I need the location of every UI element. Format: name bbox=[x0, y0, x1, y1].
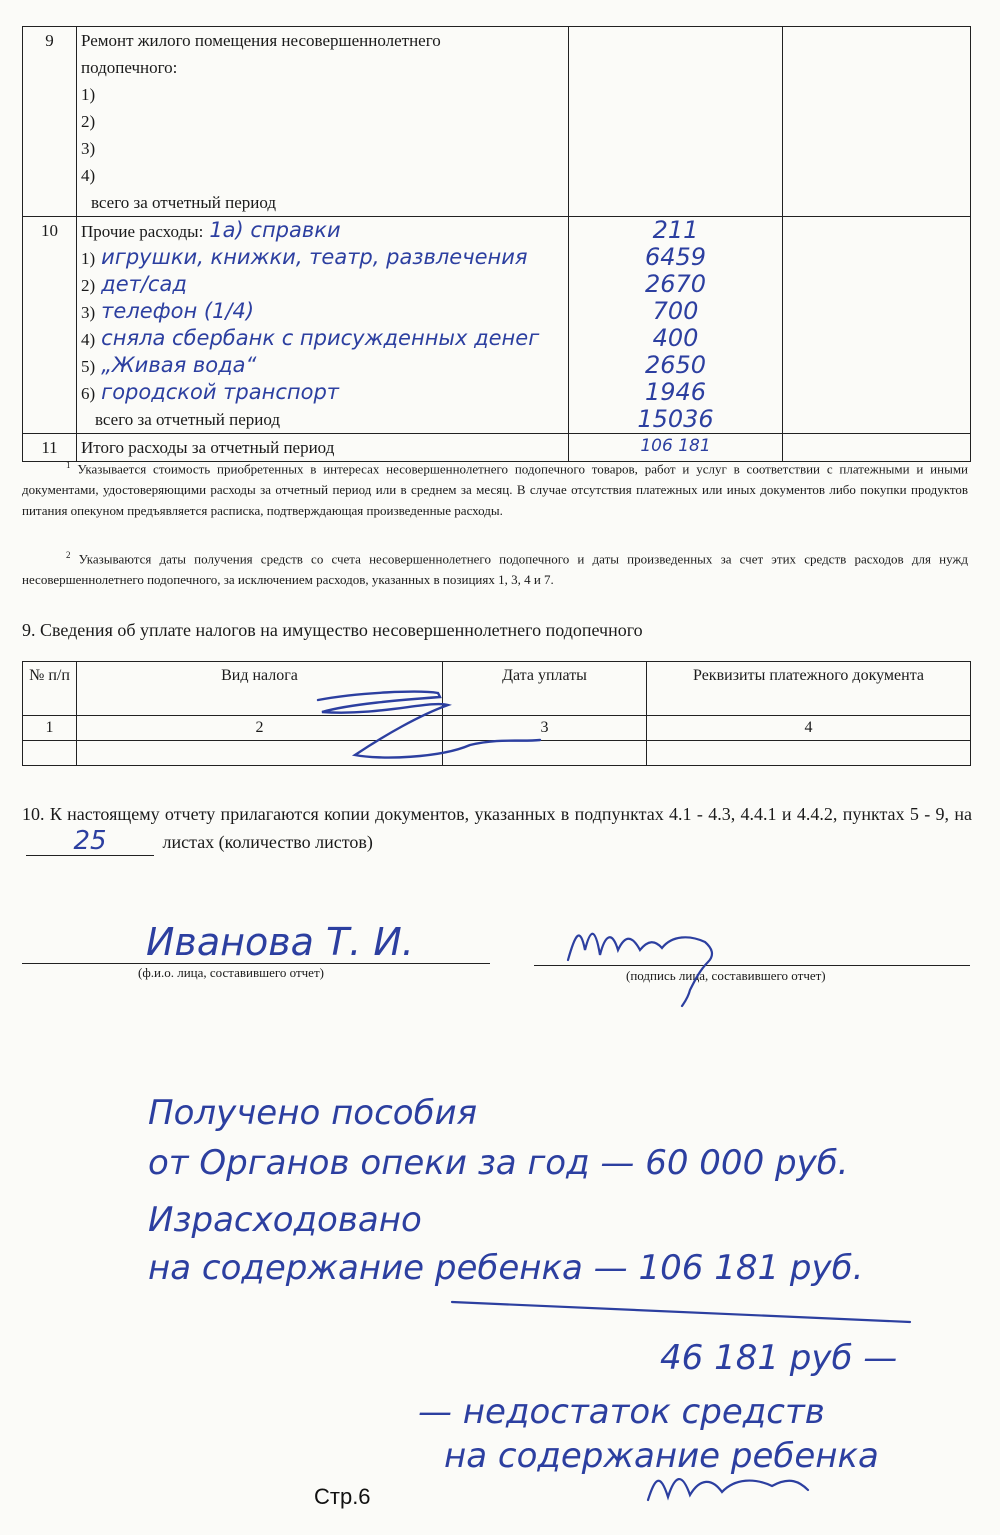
handwritten-name: Иванова Т. И. bbox=[146, 920, 414, 964]
handwritten-sum: 211 bbox=[652, 216, 699, 244]
footnote-text: Указывается стоимость приобретенных в интересах несовершеннолетнего подопечного товаров, работ и услуг в соответствии с платежными и иными документами, удостоверяющими расходы за отчетный период или в среднем за месяц. В случае отсутствия платежных или иных документов либо покупки продуктов питания опекуном предъявляется расписка, подтверждающая произведенные расходы. bbox=[22, 461, 969, 519]
date-cell bbox=[783, 27, 971, 217]
signature-line bbox=[534, 965, 970, 966]
handwritten-grand-total: 106 181 bbox=[569, 434, 783, 462]
footnote-mark: 2 bbox=[66, 550, 71, 560]
item-number: 6) bbox=[81, 384, 96, 403]
row-description bbox=[77, 217, 569, 434]
handwritten-item: „Живая вода“ bbox=[101, 353, 257, 377]
handwritten-sum: 2670 bbox=[644, 270, 707, 298]
row-title: подопечного: bbox=[81, 58, 178, 77]
table-row bbox=[23, 27, 971, 217]
handwritten-sum: 2650 bbox=[644, 351, 707, 379]
note-line: на содержание ребенка — 106 181 руб. bbox=[148, 1248, 864, 1288]
sheets-count-field bbox=[26, 826, 154, 856]
handwritten-item: игрушки, книжки, театр, развлечения bbox=[101, 245, 528, 269]
row-number: 11 bbox=[23, 434, 77, 462]
statement-text: листах (количество листов) bbox=[162, 832, 373, 852]
note-underline bbox=[452, 1302, 910, 1322]
row-title: Прочие расходы: bbox=[81, 222, 204, 241]
handwritten-sum: 6459 bbox=[644, 243, 707, 271]
attachments-statement bbox=[22, 800, 972, 856]
empty-cell bbox=[443, 741, 647, 766]
handwritten-sheets-count: 25 bbox=[73, 826, 107, 856]
item-number: 2) bbox=[81, 276, 96, 295]
note-line: Получено пособия bbox=[148, 1093, 478, 1133]
row-total-label: Итого расходы за отчетный период bbox=[77, 434, 569, 462]
date-cell bbox=[783, 217, 971, 434]
item-number: 1) bbox=[81, 85, 96, 104]
column-header: Дата уплаты bbox=[443, 662, 647, 716]
item-number: 2) bbox=[81, 112, 96, 131]
sum-cell bbox=[569, 217, 783, 434]
item-number: 3) bbox=[81, 303, 96, 322]
note-line: Израсходовано bbox=[148, 1200, 422, 1240]
empty-cell bbox=[77, 741, 443, 766]
total-label: всего за отчетный период bbox=[91, 193, 277, 212]
section-heading: 9. Сведения об уплате налогов на имущество несовершеннолетнего подопечного bbox=[22, 620, 643, 640]
item-number: 4) bbox=[81, 330, 96, 349]
footnote-1 bbox=[22, 455, 968, 521]
footnote-text: Указываются даты получения средств со счета несовершеннолетнего подопечного и даты произведенных за счет этих средств расходов для нужд несовершеннолетнего подопечного, за исключением расходов, указанных в позициях 1, 3, 4 и 7. bbox=[22, 551, 968, 588]
item-number: 3) bbox=[81, 139, 96, 158]
item-number: 5) bbox=[81, 357, 96, 376]
item-number: 4) bbox=[81, 166, 96, 185]
page-number: Стр.6 bbox=[314, 1484, 371, 1509]
table-row bbox=[23, 741, 971, 766]
note-line: от Органов опеки за год — 60 000 руб. bbox=[148, 1143, 849, 1183]
handwritten-sum: 700 bbox=[652, 297, 699, 325]
name-caption: (ф.и.о. лица, составившего отчет) bbox=[138, 965, 324, 980]
handwritten-item: 1а) справки bbox=[209, 218, 341, 242]
column-header: № п/п bbox=[23, 662, 77, 716]
handwritten-total: 15036 bbox=[637, 405, 714, 433]
table-row bbox=[23, 716, 971, 741]
handwritten-item: городской транспорт bbox=[101, 380, 340, 404]
signature-caption: (подпись лица, составившего отчет) bbox=[626, 968, 826, 983]
empty-cell bbox=[23, 741, 77, 766]
note-line: — недостаток средств bbox=[418, 1392, 825, 1432]
empty-cell bbox=[647, 741, 971, 766]
signature-mark bbox=[648, 1479, 808, 1500]
statement-text: 10. К настоящему отчету прилагаются копии документов, указанных в подпунктах 4.1 - 4.3, 4.4.1 и 4.4.2, пунктах 5 - 9, на bbox=[22, 804, 972, 824]
row-number: 9 bbox=[23, 27, 77, 217]
note-line: 46 181 руб — bbox=[660, 1338, 898, 1378]
row-number: 10 bbox=[23, 217, 77, 434]
column-number: 2 bbox=[77, 716, 443, 741]
column-header: Реквизиты платежного документа bbox=[647, 662, 971, 716]
note-line: на содержание ребенка bbox=[444, 1436, 879, 1476]
row-description bbox=[77, 27, 569, 217]
row-title: Ремонт жилого помещения несовершеннолетнего bbox=[81, 31, 441, 50]
column-number: 4 bbox=[647, 716, 971, 741]
handwritten-item: дет/сад bbox=[101, 272, 187, 296]
total-label: всего за отчетный период bbox=[95, 410, 281, 429]
name-line bbox=[22, 963, 490, 964]
sum-cell bbox=[569, 27, 783, 217]
column-header: Вид налога bbox=[77, 662, 443, 716]
tax-table bbox=[22, 661, 971, 766]
table-header-row bbox=[23, 662, 971, 716]
footnote-mark: 1 bbox=[66, 460, 71, 470]
item-number: 1) bbox=[81, 249, 96, 268]
column-number: 1 bbox=[23, 716, 77, 741]
table-row bbox=[23, 217, 971, 434]
handwritten-item: телефон (1/4) bbox=[101, 299, 255, 323]
handwritten-sum: 400 bbox=[652, 324, 699, 352]
column-number: 3 bbox=[443, 716, 647, 741]
expenses-table bbox=[22, 26, 971, 462]
footnote-2 bbox=[22, 545, 968, 590]
handwritten-item: сняла сбербанк с присужденных денег bbox=[101, 326, 540, 350]
handwritten-sum: 1946 bbox=[644, 378, 707, 406]
